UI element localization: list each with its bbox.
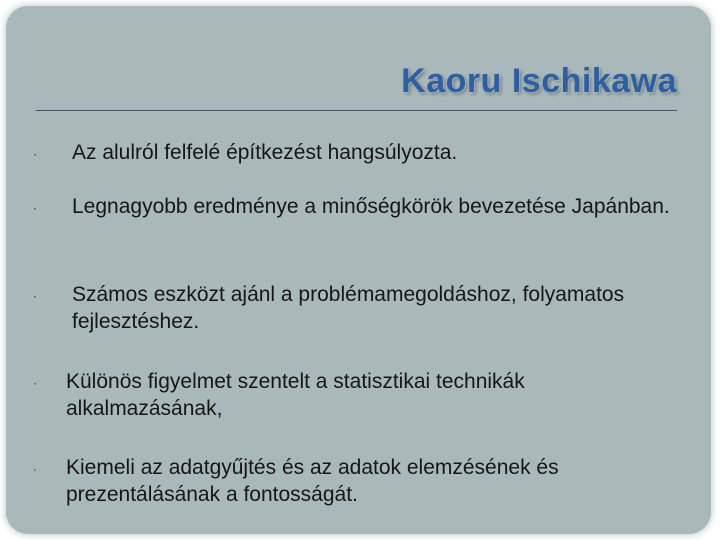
- bullet-text: Az alulról felfelé építkezést hangsúlyozta.: [72, 141, 458, 164]
- bullet-text: Legnagyobb eredménye a minőségkörök bevezetése Japánban.: [72, 195, 670, 218]
- bullet-item: [33, 193, 682, 220]
- bullet-text: Számos eszközt ajánl a problémamegoldáshoz, folyamatos fejlesztéshez.: [72, 283, 625, 333]
- bullet-marker-icon: ·: [33, 376, 37, 390]
- bullet-marker-icon: ·: [33, 201, 37, 215]
- bullet-marker-icon: ·: [33, 289, 37, 303]
- bullet-marker-icon: ·: [33, 147, 37, 161]
- bullet-text: Különös figyelmet szentelt a statisztikai technikák alkalmazásának,: [66, 370, 525, 420]
- bullet-item: [33, 368, 686, 422]
- bullet-text: Kiemeli az adatgyűjtés és az adatok elemzésének és prezentálásának a fontosságát.: [66, 456, 559, 506]
- bullet-item: [33, 454, 686, 508]
- slide-title: Kaoru Ischikawa: [401, 62, 677, 100]
- bullet-marker-icon: ·: [33, 462, 37, 476]
- bullet-item: [33, 139, 682, 166]
- bullet-item: [33, 281, 682, 335]
